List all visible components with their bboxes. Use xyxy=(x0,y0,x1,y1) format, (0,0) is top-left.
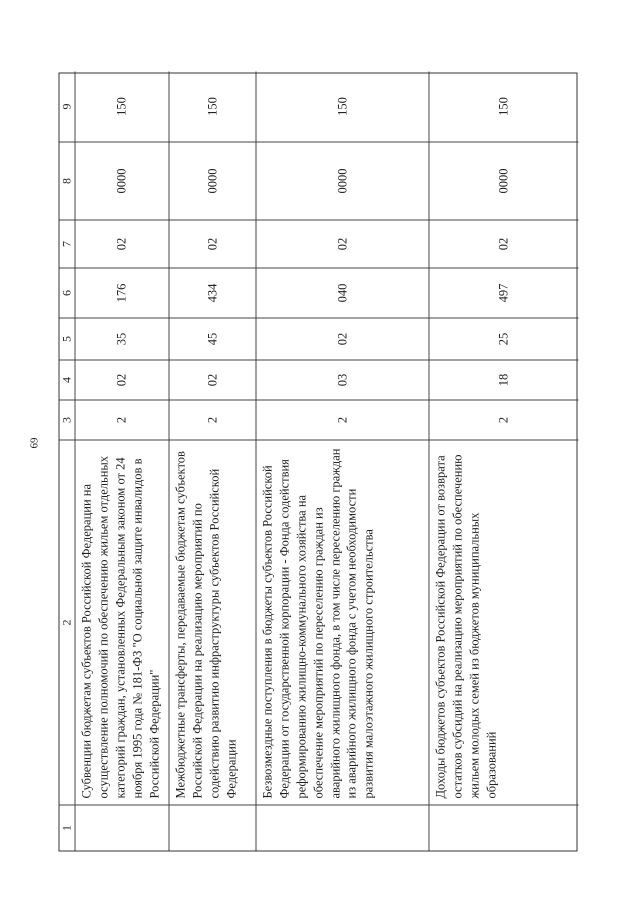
header-col-6: 6 xyxy=(59,267,75,317)
row-2-col-9: 150 xyxy=(169,71,256,141)
row-1-description: Субвенции бюджетам субъектов Российской Федерации на осуществление полномочий по обеспечению жильем отдельных категорий граждан, установленных Федеральным законом от 24 ноября 1995 года № 181-ФЗ "О социальной защите инвалидов в Российской Федерации" xyxy=(75,439,169,804)
row-2-col-5: 45 xyxy=(169,317,256,359)
row-3-col-4: 03 xyxy=(256,359,429,399)
header-col-2: 2 xyxy=(59,439,75,804)
row-3-col-3: 2 xyxy=(256,399,429,439)
row-3-col-7: 02 xyxy=(256,219,429,267)
row-2-col-1 xyxy=(169,804,256,850)
row-3-col-9: 150 xyxy=(256,71,429,141)
row-2-col-7: 02 xyxy=(169,219,256,267)
row-4-col-9: 150 xyxy=(496,96,511,116)
header-col-8: 8 xyxy=(59,141,75,219)
header-col-3: 3 xyxy=(59,399,75,439)
header-col-4: 4 xyxy=(59,359,75,399)
row-2-col-3: 2 xyxy=(169,399,256,439)
budget-table xyxy=(58,72,577,851)
row-2-col-4: 02 xyxy=(169,359,256,399)
header-col-1: 1 xyxy=(59,804,75,850)
row-3-col-6: 040 xyxy=(256,267,429,317)
row-4-description: Доходы бюджетов субъектов Российской Федерации от возврата остатков субсидий на реализацию мероприятий по обеспечению жильем молодых семей из бюджетов муниципальных образований xyxy=(429,439,578,804)
row-1-col-9: 150 xyxy=(75,71,169,141)
row-3-col-1 xyxy=(256,804,429,850)
row-4-col-4: 18 xyxy=(429,359,578,399)
table-container xyxy=(58,72,577,851)
row-3-col-5: 02 xyxy=(256,317,429,359)
header-col-9: 9 xyxy=(59,71,75,141)
header-col-7: 7 xyxy=(59,219,75,267)
row-1-col-4: 02 xyxy=(75,359,169,399)
row-1-col-3: 2 xyxy=(75,399,169,439)
row-4-col-1 xyxy=(429,804,578,850)
page-number: 69 xyxy=(28,437,41,449)
row-4-col-8: 0000 xyxy=(429,141,578,219)
row-2-description: Межбюджетные трансферты, передаваемые бюджетам субъектов Российской Федерации на реализацию мероприятий по содействию развитию инфраструктуры субъектов Российской Федерации xyxy=(169,439,256,804)
row-2-col-8: 0000 xyxy=(169,141,256,219)
rotated-table xyxy=(58,72,577,851)
row-2-col-6: 434 xyxy=(169,267,256,317)
row-1-col-5: 35 xyxy=(75,317,169,359)
row-4-col-6: 497 xyxy=(429,267,578,317)
row-1-col-8: 0000 xyxy=(75,141,169,219)
row-4-col-7: 02 xyxy=(429,219,578,267)
row-1-col-7: 02 xyxy=(75,219,169,267)
row-4-col-5: 25 xyxy=(429,317,578,359)
header-col-5: 5 xyxy=(59,317,75,359)
row-4-col-3: 2 xyxy=(429,399,578,439)
row-1-col-6: 176 xyxy=(75,267,169,317)
row-3-col-8: 0000 xyxy=(256,141,429,219)
row-3-description: Безвозмездные поступления в бюджеты субъектов Российской Федерации от государственной корпорации - Фонда содействия реформированию жилищно-коммунального хозяйства на обеспечение мероприятий по переселению граждан из аварийного жилищного фонда, в том числе переселению граждан из аварийного жилищного фонда с учетом необходимости развития малоэтажного жилищного строительства xyxy=(256,439,429,804)
row-1-col-1 xyxy=(75,804,169,850)
